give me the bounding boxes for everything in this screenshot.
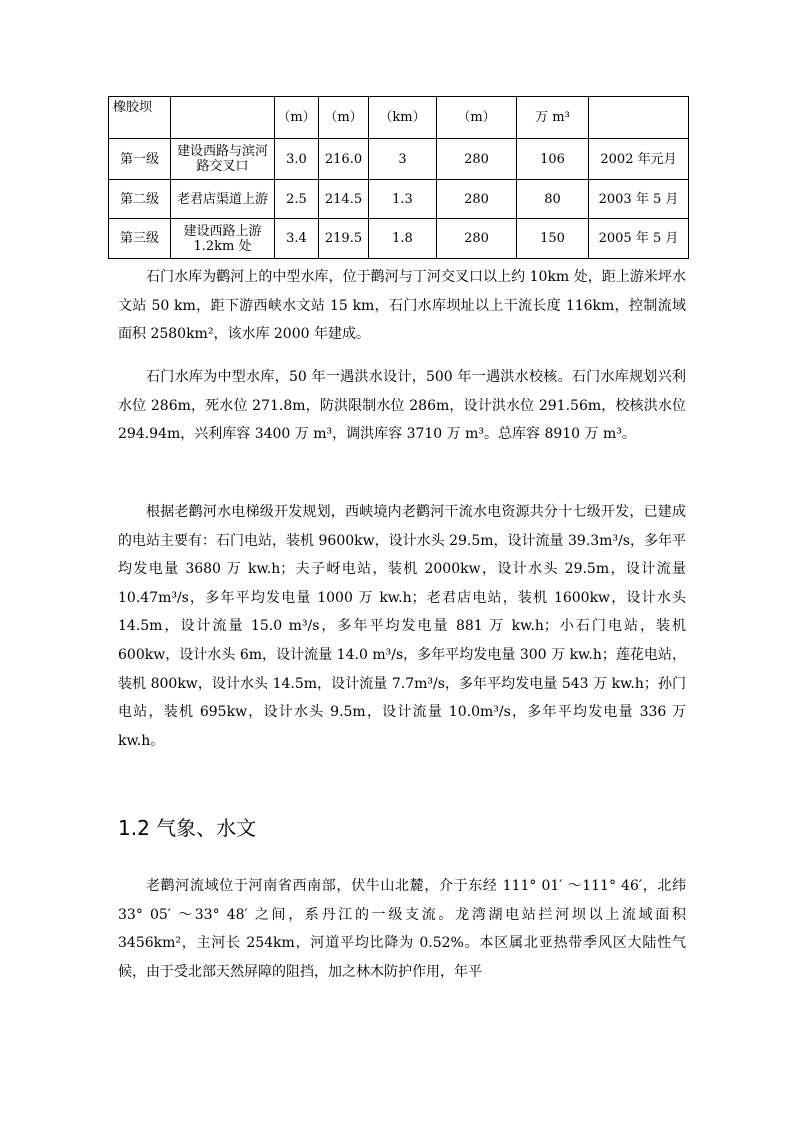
table-cell: 建设西路与滨河路交叉口 (171, 139, 275, 180)
table-cell: 3.0 (275, 139, 319, 180)
table-cell: 1.8 (369, 219, 437, 259)
table-cell: （m） (437, 97, 517, 139)
table-row (109, 219, 689, 259)
table-cell: 第三级 (109, 219, 171, 259)
table-cell: 2002 年元月 (589, 139, 689, 180)
paragraph-shimen-reservoir-location: 石门水库为鹳河上的中型水库，位于鹳河与丁河交叉口以上约 10km 处，距上游米坪水文站 50 km，距下游西峡水文站 15 km，石门水库坝址以上干流长度 116km，控制流域面积 2580km²，该水库 2000 年建成。 (118, 269, 686, 343)
section-heading-meteorology-hydrology: 1.2 气象、水文 (118, 816, 257, 840)
table-cell: 万 m³ (517, 97, 589, 139)
table-row (109, 139, 689, 180)
table-cell: 2003 年 5 月 (589, 180, 689, 219)
table-row (109, 97, 689, 139)
table-cell: 106 (517, 139, 589, 180)
table-cell (589, 97, 689, 139)
table-cell (171, 97, 275, 139)
table-cell: （km） (369, 97, 437, 139)
table-cell: 3 (369, 139, 437, 180)
table-cell: 2005 年 5 月 (589, 219, 689, 259)
paragraph-basin-overview: 老鹳河流域位于河南省西南部，伏牛山北麓，介于东经 111° 01′ ～111° 46′，北纬 33° 05′ ～33° 48′ 之间，系丹江的一级支流。龙湾湖电站拦河坝以上流域面积 3456km²，主河长 254km，河道平均比降为 0.52%。本区属北亚热带季风区大陆性气候，由于受北部天然屏障的阻挡，加之林木防护作用，年平 (118, 878, 686, 980)
table-cell: （m） (275, 97, 319, 139)
paragraph-shimen-reservoir-design: 石门水库为中型水库，50 年一遇洪水设计，500 年一遇洪水校核。石门水库规划兴利水位 286m，死水位 271.8m，防洪限制水位 286m，设计洪水位 291.56m，校核洪水位 294.94m，兴利库容 3400 万 m³，调洪库容 3710 万 m³。总库容 8910 万 m³。 (118, 369, 686, 443)
paragraph-hydropower-stations: 根据老鹳河水电梯级开发规划，西峡境内老鹳河干流水电资源共分十七级开发，已建成的电站主要有：石门电站，装机 9600kw，设计水头 29.5m，设计流量 39.3m³/s，多年平均发电量 3680 万 kw.h；夫子岈电站，装机 2000kw，设计水头 29.5m，设计流量 10.47m³/s，多年平均发电量 1000 万 kw.h；老君店电站，装机 1600kw，设计水头 14.5m，设计流量 15.0 m³/s，多年平均发电量 881 万 kw.h；小石门电站，装机 600kw，设计水头 6m，设计流量 14.0 m³/s，多年平均发电量 300 万 kw.h；莲花电站，装机 800kw，设计水头 14.5m，设计流量 7.7m³/s，多年平均发电量 543 万 kw.h；孙门电站，装机 695kw，设计水头 9.5m，设计流量 10.0m³/s，多年平均发电量 336 万 kw.h。 (118, 504, 686, 749)
table-cell: 第一级 (109, 139, 171, 180)
table-cell: 280 (437, 219, 517, 259)
table-cell: （m） (319, 97, 369, 139)
table-cell: 第二级 (109, 180, 171, 219)
table-cell: 280 (437, 180, 517, 219)
table-cell: 3.4 (275, 219, 319, 259)
table-row (109, 180, 689, 219)
table-cell: 80 (517, 180, 589, 219)
table-cell: 280 (437, 139, 517, 180)
table-cell: 150 (517, 219, 589, 259)
table-cell: 1.3 (369, 180, 437, 219)
table-cell: 214.5 (319, 180, 369, 219)
table-cell: 219.5 (319, 219, 369, 259)
table-cell: 橡胶坝 (109, 97, 171, 139)
table-cell: 216.0 (319, 139, 369, 180)
rubber-dam-table (108, 96, 689, 259)
table-cell: 2.5 (275, 180, 319, 219)
table-cell: 建设西路上游1.2km 处 (171, 219, 275, 259)
table-cell: 老君店渠道上游 (171, 180, 275, 219)
